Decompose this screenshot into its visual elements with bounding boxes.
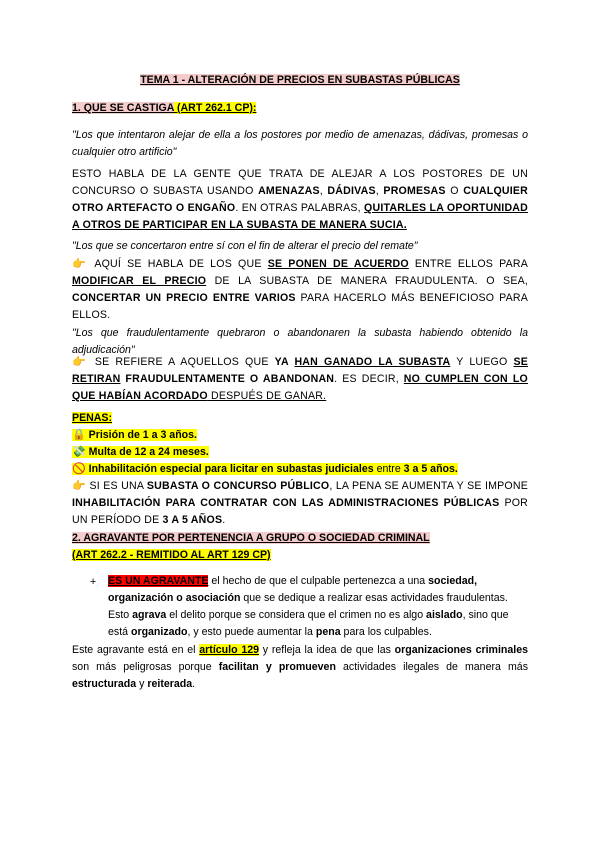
p1-text: , bbox=[375, 185, 384, 197]
p5-bold: reiterada bbox=[147, 678, 193, 690]
paragraph-3 bbox=[72, 353, 528, 405]
p4-text: POR UN PERÍODO DE bbox=[72, 497, 528, 526]
p4-text: SI ES UNA bbox=[86, 480, 147, 492]
bullet-text: para los culpables. bbox=[340, 626, 432, 638]
p1-text: ESTO HABLA DE LA GENTE QUE TRATA DE ALEJAR A LOS POSTORES DE UN CONCURSO O SUBASTA USANDO bbox=[72, 168, 528, 197]
p5-text: actividades ilegales de manera más bbox=[335, 661, 528, 673]
pena-item-prision bbox=[72, 426, 528, 444]
pena-multa-text: Multa de 12 a 24 meses. bbox=[85, 446, 209, 458]
p4-bold: SUBASTA O CONCURSO PÚBLICO bbox=[146, 480, 330, 492]
bullet-bold: pena bbox=[315, 626, 341, 638]
quote-3: "Los que fraudulentamente quebraron o abandonaren la subasta habiendo obtenido la adjudicación" bbox=[72, 327, 528, 356]
title-text: TEMA 1 - ALTERACIÓN DE PRECIOS EN SUBASTAS PÚBLICAS bbox=[140, 74, 460, 86]
paragraph-4 bbox=[72, 477, 528, 529]
bullet-text: el delito porque se considera que el crimen no es algo bbox=[166, 609, 427, 621]
bullet-agravante bbox=[108, 573, 528, 641]
document-title bbox=[72, 72, 528, 89]
p2-text: ENTRE ELLOS PARA bbox=[408, 258, 528, 270]
p3-bold-underline: HAN GANADO LA SUBASTA bbox=[294, 356, 451, 368]
bullet-text: , y esto puede aumentar la bbox=[187, 626, 316, 638]
section-1-heading-text: 1. QUE SE CASTIGA bbox=[72, 102, 175, 114]
prohibited-icon: 🚫 bbox=[72, 462, 86, 475]
p5-text: y bbox=[136, 678, 148, 690]
p3-bold-underline: SE RETIRAN bbox=[72, 356, 528, 385]
p3-text: . ES DECIR, bbox=[334, 373, 404, 385]
bullet-text: el hecho de que el culpable pertenezca a una bbox=[208, 575, 429, 587]
section-1-heading bbox=[72, 100, 528, 117]
bullet-bold: aislado bbox=[426, 609, 463, 621]
p5-bold: facilitan y promueven bbox=[218, 661, 336, 673]
paragraph-1 bbox=[72, 166, 528, 234]
paragraph-5 bbox=[72, 642, 528, 693]
bullet-bold: sociedad, organización o asociación bbox=[108, 575, 478, 604]
pena-inhab-years: 3 a 5 años. bbox=[403, 463, 458, 475]
p1-bold-promesas: PROMESAS bbox=[383, 185, 446, 197]
p3-bold: YA bbox=[274, 356, 295, 368]
p1-text: . EN OTRAS PALABRAS, bbox=[235, 202, 365, 214]
p5-text: Este agravante está en el bbox=[72, 644, 200, 656]
bullet-text: , sino que está bbox=[108, 609, 509, 638]
bullet-text: que se dedique a realizar esas actividades fraudulentas. Esto bbox=[108, 592, 508, 621]
p3-text: Y LUEGO bbox=[450, 356, 514, 368]
pena-prision-text: Prisión de 1 a 3 años. bbox=[85, 429, 197, 441]
p5-bold: organizaciones criminales bbox=[394, 644, 528, 656]
pena-item-multa bbox=[72, 443, 528, 461]
lock-icon: 🔒 bbox=[72, 428, 86, 441]
p1-bold-amenazas: AMENAZAS bbox=[258, 185, 320, 197]
p2-text: PARA HACERLO MÁS BENEFICIOSO PARA ELLOS. bbox=[72, 292, 528, 321]
section-2-article-ref: (ART 262.2 - REMITIDO AL ART 129 CP) bbox=[72, 549, 271, 561]
p4-bold: 3 A 5 AÑOS bbox=[162, 514, 223, 526]
pointing-hand-icon: 👉 bbox=[72, 355, 89, 368]
section-2-heading-text: 2. AGRAVANTE POR PERTENENCIA A GRUPO O SOCIEDAD CRIMINAL bbox=[72, 532, 430, 544]
section-2-heading bbox=[72, 530, 528, 564]
agravante-label: ES UN AGRAVANTE bbox=[108, 575, 209, 587]
p5-bold: estructurada bbox=[72, 678, 137, 690]
bullet-bold: agrava bbox=[132, 609, 167, 621]
section-1-article-ref: (ART 262.1 CP): bbox=[174, 102, 257, 114]
p3-underline: DESPUÉS DE GANAR. bbox=[207, 390, 327, 402]
p2-bold: CONCERTAR UN PRECIO ENTRE VARIOS bbox=[72, 292, 296, 304]
p2-bold-underline: MODIFICAR EL PRECIO bbox=[72, 275, 207, 287]
p5-text: y refleja la idea de que las bbox=[259, 644, 395, 656]
pointing-hand-icon: 👉 bbox=[72, 257, 89, 270]
bullet-plus-marker: + bbox=[90, 576, 97, 588]
p5-article-129: artículo 129 bbox=[199, 644, 259, 656]
p1-bold-underline-conclusion: QUITARLES LA OPORTUNIDAD A OTROS DE PARTICIPAR EN LA SUBASTA DE MANERA SUCIA. bbox=[72, 202, 529, 231]
bullet-bold: organizado bbox=[130, 626, 188, 638]
p5-text: . bbox=[192, 678, 196, 690]
p4-text: . bbox=[222, 514, 226, 526]
pena-inhab-text: Inhabilitación especial para licitar en subastas judiciales bbox=[85, 463, 374, 475]
p1-text: O bbox=[445, 185, 464, 197]
penas-heading bbox=[72, 410, 528, 427]
pointing-hand-icon: 👉 bbox=[72, 479, 87, 492]
p1-bold-dadivas: DÁDIVAS bbox=[327, 185, 376, 197]
money-wings-icon: 💸 bbox=[72, 445, 86, 458]
pena-inhab-entre: entre bbox=[373, 463, 404, 475]
p3-bold-underline: NO CUMPLEN CON LO QUE HABÍAN ACORDADO bbox=[72, 373, 528, 402]
p1-bold-artefacto: CUALQUIER OTRO ARTEFACTO O ENGAÑO bbox=[72, 185, 528, 214]
quote-1: "Los que intentaron alejar de ella a los postores por medio de amenazas, dádivas, promesas o cualquier otro artificio" bbox=[72, 129, 528, 158]
p5-text: son más peligrosas porque bbox=[72, 661, 219, 673]
p3-text: SE REFIERE A AQUELLOS QUE bbox=[88, 356, 275, 368]
p3-bold: FRAUDULENTAMENTE O ABANDONAN bbox=[120, 373, 335, 385]
penas-heading-text: PENAS: bbox=[72, 412, 113, 424]
p4-bold: INHABILITACIÓN PARA CONTRATAR CON LAS ADMINISTRACIONES PÚBLICAS bbox=[72, 497, 500, 509]
p2-text: DE LA SUBASTA DE MANERA FRAUDULENTA. O SEA, bbox=[206, 275, 528, 287]
p1-text: , bbox=[319, 185, 328, 197]
p4-text: , LA PENA SE AUMENTA Y SE IMPONE bbox=[329, 480, 528, 492]
p2-bold-underline: SE PONEN DE ACUERDO bbox=[267, 258, 409, 270]
paragraph-2 bbox=[72, 255, 528, 324]
pena-item-inhabilitacion bbox=[72, 460, 528, 478]
p2-text: AQUÍ SE HABLA DE LOS QUE bbox=[88, 258, 268, 270]
quote-2: "Los que se concertaron entre sí con el fin de alterar el precio del remate" bbox=[72, 240, 418, 252]
